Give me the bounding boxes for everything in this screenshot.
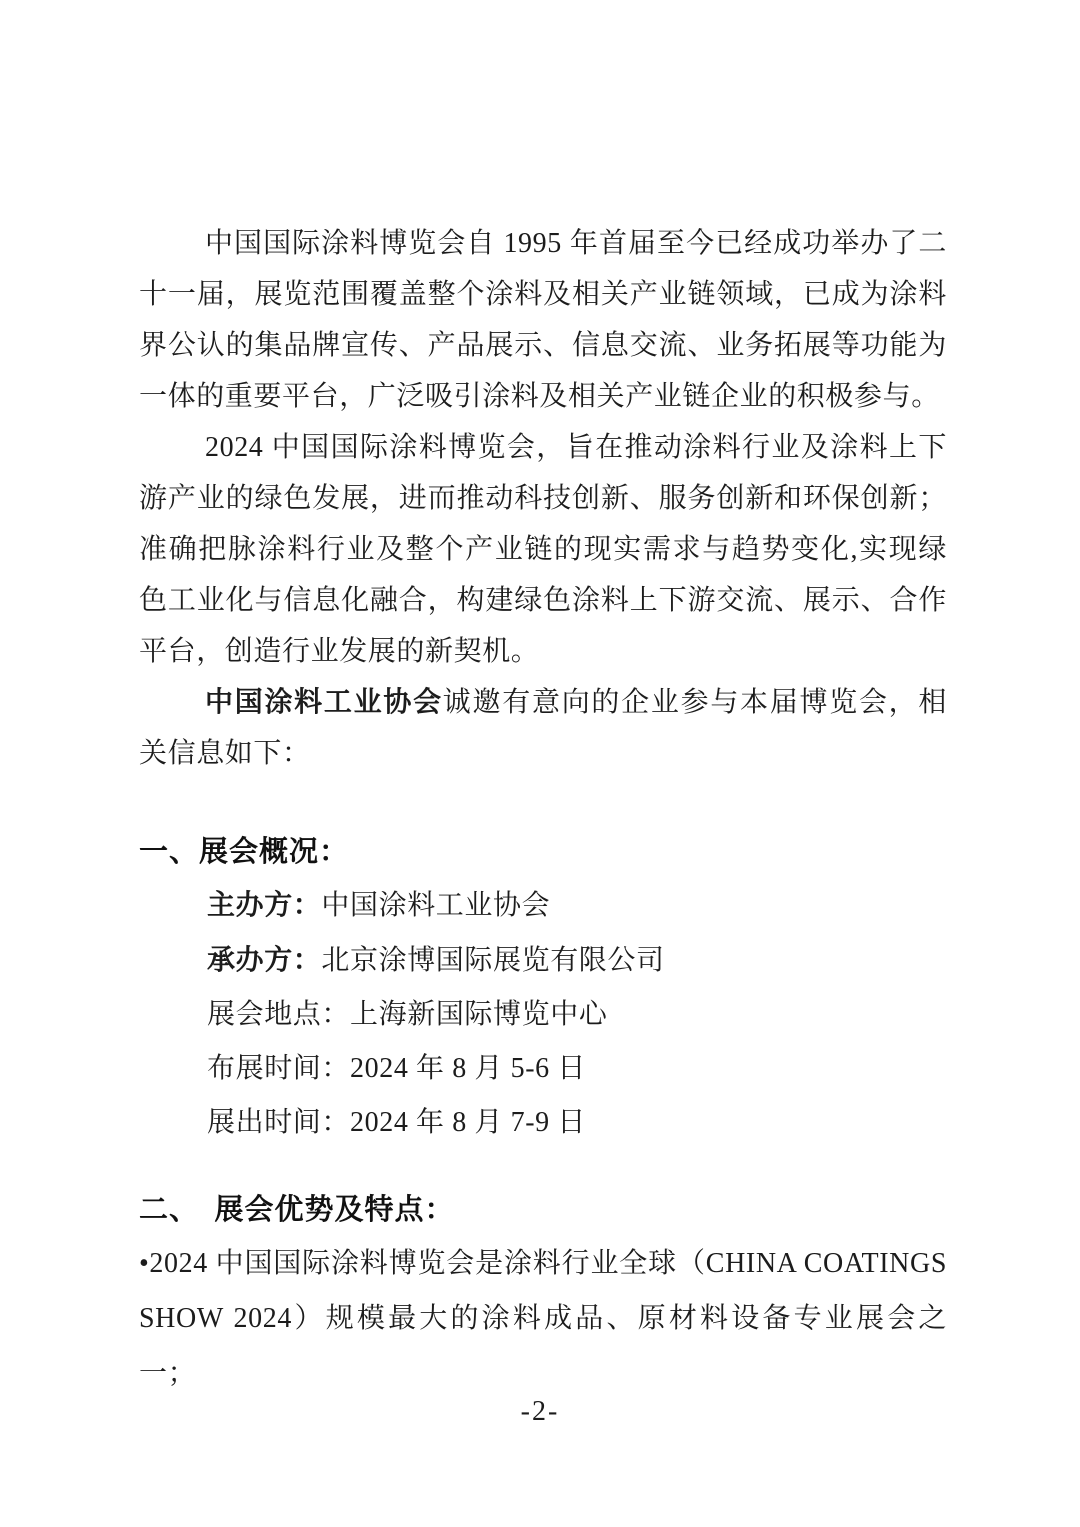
paragraph-history: 中国国际涂料博览会自 1995 年首届至今已经成功举办了二十一届，展览范围覆盖整个涂料及相关产业链领域，已成为涂料界公认的集品牌宣传、产品展示、信息交流、业务拓展等功能为一体的重要平台，广泛吸引涂料及相关产业链企业的积极参与。 (139, 228, 947, 412)
setup-time-label: 布展时间： (207, 1053, 351, 1084)
setup-time-value: 2024 年 8 月 5-6 日 (350, 1053, 586, 1084)
overview-row-setup-time (207, 1042, 947, 1096)
section-overview-heading: 一、展会概况： (139, 836, 350, 868)
section-features-heading: 二、 展会优势及特点： (139, 1194, 455, 1226)
venue-value: 上海新国际博览中心 (350, 999, 608, 1030)
document-body (139, 218, 947, 1401)
host-label: 主办方： (207, 889, 322, 920)
paragraph-invitation (139, 677, 947, 779)
association-name-bold: 中国涂料工业协会 (205, 687, 443, 718)
organizer-value: 北京涂博国际展览有限公司 (321, 945, 665, 976)
venue-label: 展会地点： (207, 999, 351, 1030)
invitation-text: 诚邀有意向的企业参与本届博览会，相关信息如下： (139, 687, 947, 769)
overview-row-organizer (207, 933, 947, 988)
organizer-label: 承办方： (207, 944, 322, 975)
overview-list (139, 878, 947, 1150)
host-value: 中国涂料工业协会 (321, 890, 551, 921)
page-number: -2- (520, 1396, 560, 1427)
exhibition-time-value: 2024 年 8 月 7-9 日 (350, 1107, 586, 1138)
overview-row-venue (207, 988, 947, 1042)
overview-row-host (207, 878, 947, 933)
overview-row-exhibition-time (207, 1096, 947, 1150)
feature-bullet-item: •2024 中国国际涂料博览会是涂料行业全球（CHINA COATINGS SHOW 2024）规模最大的涂料成品、原材料设备专业展会之一； (139, 1248, 947, 1389)
exhibition-time-label: 展出时间： (207, 1107, 351, 1138)
paragraph-theme: 2024 中国国际涂料博览会，旨在推动涂料行业及涂料上下游产业的绿色发展，进而推动科技创新、服务创新和环保创新；准确把脉涂料行业及整个产业链的现实需求与趋势变化,实现绿色工业化与信息化融合，构建绿色涂料上下游交流、展示、合作平台，创造行业发展的新契机。 (139, 432, 947, 667)
